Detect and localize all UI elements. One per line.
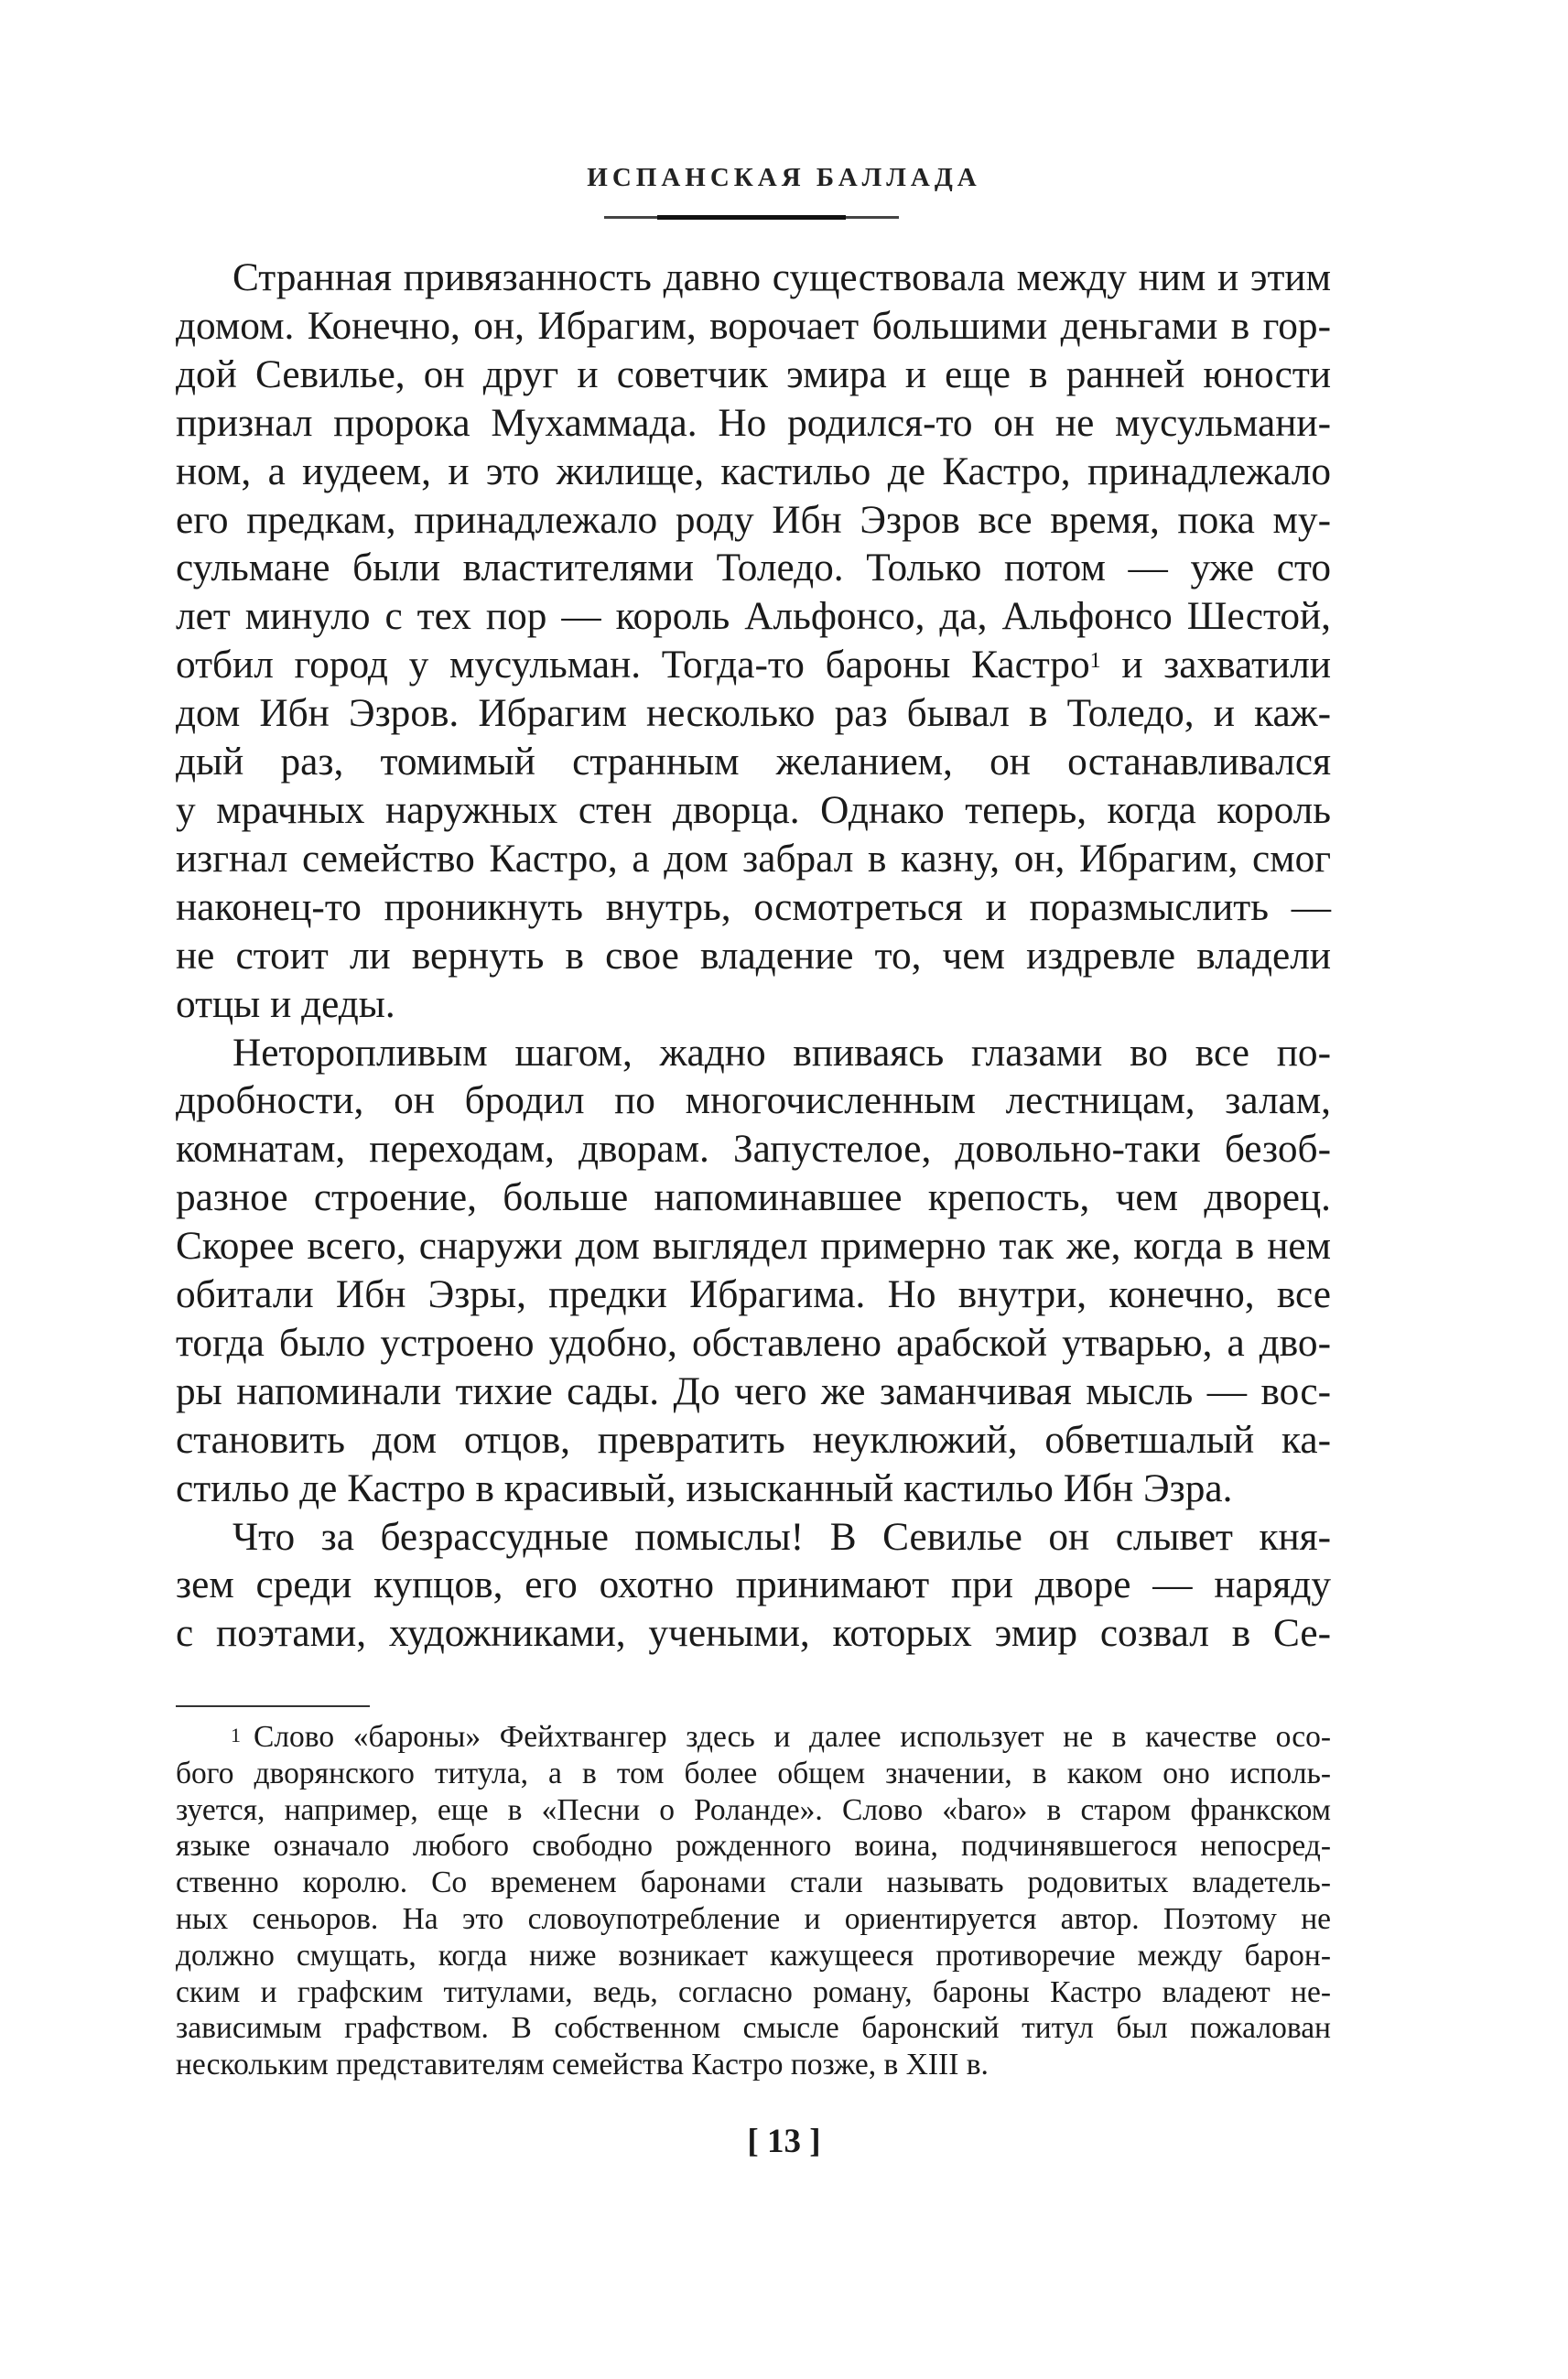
footnote-line: бого дворянского титула, а в том более общем значении, в каком оно исполь-: [176, 1756, 1331, 1790]
footnote-line: нескольким представителям семейства Кастро позже, в XIII в.: [176, 2048, 989, 2082]
footnote-line: должно смущать, когда ниже возникает кажущееся противоречие между барон-: [176, 1938, 1331, 1973]
body-text: [176, 254, 1331, 1658]
running-head-rule: [604, 216, 899, 219]
running-head-rule-accent: [657, 215, 846, 220]
text-line: Что за безрассудные помыслы! В Севилье он слывет кня-: [232, 1514, 1331, 1559]
paragraph-3: [176, 1513, 1331, 1659]
footnote-number: 1: [231, 1724, 241, 1746]
text-line: сульмане были властителями Толедо. Только потом — уже сто: [176, 546, 1331, 590]
text-line: наконец-то проникнуть внутрь, осмотреться и поразмыслить —: [176, 884, 1331, 929]
text-line-tail: и захватили: [1100, 643, 1331, 687]
footnote-line-text: Слово «бароны» Фейхтвангер здесь и далее использует не в качестве осо-: [254, 1720, 1331, 1754]
text-line: тогда было устроено удобно, обставлено арабской утварью, а дво-: [176, 1320, 1331, 1365]
footnote-line: ственно королю. Со временем баронами стали называть родовитых владетель-: [176, 1865, 1331, 1900]
text-line: становить дом отцов, превратить неуклюжий, обветшалый ка-: [176, 1417, 1331, 1462]
paragraph-1: [176, 254, 1331, 1029]
text-line: дой Севилье, он друг и советчик эмира и еще в ранней юности: [176, 351, 1331, 396]
footnote: [176, 1719, 1331, 2083]
text-line: разное строение, больше напоминавшее крепость, чем дворец.: [176, 1175, 1331, 1220]
text-line: комнатам, переходам, дворам. Запустелое, довольно-таки безоб-: [176, 1127, 1331, 1172]
footnote-line: ским и графским титулами, ведь, согласно роману, бароны Кастро владеют не-: [176, 1974, 1331, 2009]
text-line: у мрачных наружных стен дворца. Однако теперь, когда король: [176, 787, 1331, 832]
text-line: зем среди купцов, его охотно принимают при дворе — наряду: [176, 1563, 1331, 1607]
page-number: [ 13 ]: [747, 2123, 821, 2160]
text-line: ры напоминали тихие сады. До чего же заманчивая мысль — вос-: [176, 1368, 1331, 1413]
text-line: его предкам, принадлежало роду Ибн Эзров все время, пока му-: [176, 497, 1331, 542]
text-line: признал пророка Мухаммада. Но родился-то он не мусульмани-: [176, 400, 1331, 445]
footnote-reference[interactable]: 1: [1089, 649, 1101, 674]
text-line: Неторопливым шагом, жадно впиваясь глазами во все по-: [232, 1030, 1331, 1075]
text-line-with-footnote: [176, 641, 1331, 689]
text-line: ном, а иудеем, и это жилище, кастильо де Кастро, принадлежало: [176, 449, 1331, 493]
text-line: стильо де Кастро в красивый, изысканный кастильо Ибн Эзра.: [176, 1465, 1233, 1510]
text-line: с поэтами, художниками, учеными, которых эмир созвал в Се-: [176, 1611, 1331, 1656]
text-line: отцы и деды.: [176, 981, 395, 1026]
text-line: Странная привязанность давно существовала между ним и этим: [232, 255, 1331, 299]
text-line-head: отбил город у мусульман. Тогда-то бароны Кастро: [176, 643, 1090, 687]
footnote-line: зависимым графством. В собственном смысле баронский титул был пожалован: [176, 2011, 1331, 2046]
text-line: обитали Ибн Эзры, предки Ибрагима. Но внутри, конечно, все: [176, 1272, 1331, 1317]
text-line: дом Ибн Эзров. Ибрагим несколько раз бывал в Толедо, и каж-: [176, 691, 1331, 736]
text-line: Скорее всего, снаружи дом выглядел примерно так же, когда в нем: [176, 1224, 1331, 1269]
footnote-line: ных сеньоров. На это словоупотребление и ориентируется автор. Поэтому не: [176, 1901, 1331, 1936]
text-line: домом. Конечно, он, Ибрагим, ворочает большими деньгами в гор-: [176, 303, 1331, 348]
text-line: не стоит ли вернуть в свое владение то, чем издревле владели: [176, 933, 1331, 978]
footnote-line: [176, 1719, 1331, 1756]
paragraph-2: [176, 1029, 1331, 1513]
footnote-line: зуется, например, еще в «Песни о Роланде». Слово «baro» в старом франкском: [176, 1792, 1331, 1827]
running-head: ИСПАНСКАЯ БАЛЛАДА: [587, 163, 981, 192]
text-line: дый раз, томимый странным желанием, он останавливался: [176, 740, 1331, 784]
text-line: дробности, он бродил по многочисленным лестницам, залам,: [176, 1078, 1331, 1123]
text-line: лет минуло с тех пор — король Альфонсо, да, Альфонсо Шестой,: [176, 594, 1331, 639]
footnote-separator: [176, 1705, 370, 1707]
text-line: изгнал семейство Кастро, а дом забрал в казну, он, Ибрагим, смог: [176, 836, 1331, 881]
footnote-line: языке означало любого свободно рожденного воина, подчинявшегося непосред-: [176, 1829, 1331, 1864]
